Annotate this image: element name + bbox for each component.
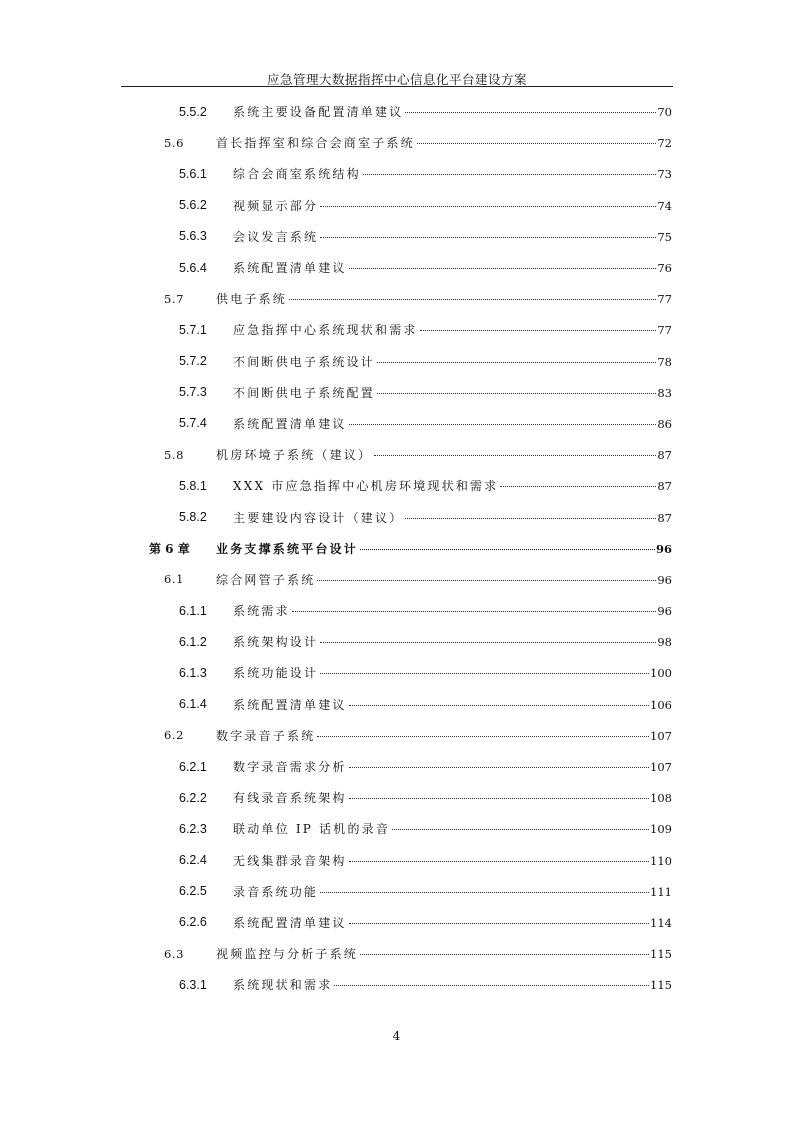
toc-entry-title: 系统配置清单建议 bbox=[233, 416, 347, 431]
toc-entry-number: 6.1 bbox=[164, 572, 185, 587]
toc-entry[interactable] bbox=[0, 221, 793, 252]
dot-leader bbox=[292, 611, 657, 612]
dot-leader bbox=[320, 206, 656, 207]
toc-entry-number: 6.3.1 bbox=[179, 977, 207, 992]
dot-leader bbox=[349, 767, 649, 768]
toc-entry-title: 业务支撑系统平台设计 bbox=[216, 541, 359, 556]
toc-entry-line bbox=[233, 883, 672, 900]
toc-entry-line bbox=[233, 602, 672, 619]
toc-entry[interactable] bbox=[0, 439, 793, 470]
toc-entry-page: 96 bbox=[657, 604, 672, 619]
toc-entry-page: 77 bbox=[657, 323, 672, 338]
toc-entry-title: 主要建设内容设计（建议） bbox=[233, 510, 404, 525]
toc-entry[interactable] bbox=[0, 782, 793, 813]
toc-entry-number: 6.2.2 bbox=[179, 790, 207, 805]
toc-entry-title: 无线集群录音架构 bbox=[233, 853, 347, 868]
toc-entry-line bbox=[216, 446, 672, 463]
toc-entry-number: 5.7.3 bbox=[179, 385, 207, 400]
toc-entry-title: 会议发言系统 bbox=[233, 229, 319, 244]
toc-entry[interactable] bbox=[0, 969, 793, 1000]
dot-leader bbox=[349, 705, 649, 706]
dot-leader bbox=[349, 861, 649, 862]
toc-entry-page: 108 bbox=[650, 791, 672, 806]
toc-entry-title: 数字录音子系统 bbox=[216, 728, 316, 743]
toc-entry-title: 系统主要设备配置清单建议 bbox=[233, 105, 404, 120]
toc-entry-number: 5.7.4 bbox=[179, 416, 207, 431]
dot-leader bbox=[360, 549, 655, 550]
toc-entry-line bbox=[216, 134, 672, 151]
toc-entry[interactable] bbox=[0, 252, 793, 283]
toc-entry-title: XXX 市应急指挥中心机房环境现状和需求 bbox=[233, 479, 499, 494]
toc-entry-page: 87 bbox=[657, 479, 672, 494]
toc-entry-title: 综合网管子系统 bbox=[216, 572, 316, 587]
toc-entry-number: 5.7.1 bbox=[179, 322, 207, 337]
toc-entry-number: 5.6 bbox=[164, 135, 185, 150]
toc-entry[interactable] bbox=[0, 346, 793, 377]
dot-leader bbox=[320, 892, 649, 893]
toc-entry-number: 5.8.1 bbox=[179, 478, 207, 493]
toc-entry[interactable] bbox=[0, 626, 793, 657]
toc-entry-line bbox=[233, 353, 672, 370]
toc-entry-number: 5.8 bbox=[164, 447, 185, 462]
toc-entry[interactable] bbox=[0, 689, 793, 720]
toc-entry-number: 5.6.3 bbox=[179, 229, 207, 244]
toc-entry[interactable] bbox=[0, 314, 793, 345]
toc-entry-page: 114 bbox=[650, 915, 672, 930]
dot-leader bbox=[374, 455, 656, 456]
toc-entry-line bbox=[233, 852, 672, 869]
dot-leader bbox=[420, 330, 657, 331]
dot-leader bbox=[349, 268, 657, 269]
toc-entry-line bbox=[233, 820, 672, 837]
toc-entry[interactable] bbox=[0, 595, 793, 626]
dot-leader bbox=[405, 518, 656, 519]
toc-entry-number: 6.1.1 bbox=[179, 603, 207, 618]
toc-entry-title: 系统配置清单建议 bbox=[233, 261, 347, 276]
dot-leader bbox=[377, 393, 656, 394]
toc-entry-page: 107 bbox=[650, 728, 672, 743]
dot-leader bbox=[334, 985, 649, 986]
dot-leader bbox=[289, 299, 656, 300]
toc-entry-line bbox=[233, 509, 672, 526]
toc-entry-title: 机房环境子系统（建议） bbox=[216, 448, 373, 463]
toc-entry-title: 系统配置清单建议 bbox=[233, 915, 347, 930]
toc-entry-line bbox=[216, 540, 672, 557]
toc-entry-title: 系统现状和需求 bbox=[233, 978, 333, 993]
toc-entry-number: 6.1.3 bbox=[179, 665, 207, 680]
toc-entry-title: 有线录音系统架构 bbox=[233, 791, 347, 806]
toc-entry-line bbox=[233, 758, 672, 775]
toc-entry-page: 110 bbox=[650, 853, 672, 868]
dot-leader bbox=[405, 112, 656, 113]
dot-leader bbox=[320, 237, 656, 238]
toc-entry-line bbox=[233, 415, 672, 432]
toc-entry[interactable] bbox=[0, 158, 793, 189]
toc-entry-page: 87 bbox=[657, 510, 672, 525]
toc-entry-line bbox=[233, 259, 672, 276]
toc-entry[interactable] bbox=[0, 751, 793, 782]
toc-entry-page: 70 bbox=[657, 105, 672, 120]
toc-entry-page: 96 bbox=[655, 541, 672, 556]
dot-leader bbox=[320, 642, 656, 643]
toc-entry-number: 5.7.2 bbox=[179, 354, 207, 369]
dot-leader bbox=[360, 954, 649, 955]
toc-entry-line bbox=[233, 384, 672, 401]
toc-entry-page: 78 bbox=[657, 354, 672, 369]
toc-entry-title: 视频显示部分 bbox=[233, 198, 319, 213]
toc-entry[interactable] bbox=[0, 190, 793, 221]
toc-entry-number: 6.2.1 bbox=[179, 759, 207, 774]
toc-entry[interactable] bbox=[0, 876, 793, 907]
toc-entry[interactable] bbox=[0, 408, 793, 439]
toc-entry-title: 视频监控与分析子系统 bbox=[216, 947, 359, 962]
toc-entry-line bbox=[233, 228, 672, 245]
toc-entry-title: 系统架构设计 bbox=[233, 635, 319, 650]
dot-leader bbox=[317, 580, 656, 581]
toc-entry-page: 96 bbox=[657, 572, 672, 587]
toc-entry-page: 75 bbox=[657, 229, 672, 244]
toc-entry-page: 77 bbox=[657, 292, 672, 307]
toc-entry-title: 系统功能设计 bbox=[233, 666, 319, 681]
page-number: 4 bbox=[392, 1029, 401, 1043]
toc-entry-page: 73 bbox=[657, 167, 672, 182]
toc-entry[interactable] bbox=[0, 845, 793, 876]
toc-entry-line bbox=[233, 197, 672, 214]
toc-entry-number: 5.6.2 bbox=[179, 198, 207, 213]
toc-entry-line bbox=[233, 477, 672, 494]
dot-leader bbox=[392, 829, 649, 830]
toc-entry[interactable] bbox=[0, 564, 793, 595]
toc-entry-title: 首长指挥室和综合会商室子系统 bbox=[216, 136, 415, 151]
toc-entry-title: 不间断供电子系统设计 bbox=[233, 354, 376, 369]
toc-entry-page: 83 bbox=[657, 385, 672, 400]
toc-entry-number: 6.2.4 bbox=[179, 853, 207, 868]
toc-entry-title: 联动单位 IP 话机的录音 bbox=[233, 822, 391, 837]
toc-entry-title: 不间断供电子系统配置 bbox=[233, 385, 376, 400]
toc-entry-number: 6.2.6 bbox=[179, 915, 207, 930]
toc-entry-line bbox=[216, 571, 672, 588]
toc-entry[interactable] bbox=[0, 907, 793, 938]
header-divider bbox=[121, 86, 673, 87]
toc-entry[interactable] bbox=[0, 283, 793, 314]
toc-entry-title: 录音系统功能 bbox=[233, 884, 319, 899]
toc-entry-page: 98 bbox=[657, 635, 672, 650]
dot-leader bbox=[363, 174, 657, 175]
toc-entry-line bbox=[233, 165, 672, 182]
toc-entry[interactable] bbox=[0, 470, 793, 501]
toc-entry[interactable] bbox=[0, 501, 793, 532]
toc-entry-page: 111 bbox=[650, 884, 672, 899]
toc-entry-line bbox=[233, 321, 672, 338]
toc-entry-line bbox=[216, 727, 672, 744]
toc-entry-line bbox=[233, 633, 672, 650]
toc-entry-title: 系统配置清单建议 bbox=[233, 697, 347, 712]
toc-entry-number: 第 6 章 bbox=[149, 541, 190, 556]
toc-entry-page: 72 bbox=[657, 136, 672, 151]
toc-entry-number: 6.1.2 bbox=[179, 634, 207, 649]
toc-entry-number: 5.6.1 bbox=[179, 166, 207, 181]
toc-entry-title: 应急指挥中心系统现状和需求 bbox=[233, 323, 418, 338]
dot-leader bbox=[320, 673, 649, 674]
toc-entry-number: 5.6.4 bbox=[179, 260, 207, 275]
toc-entry-number: 6.2 bbox=[164, 728, 185, 743]
toc-entry-number: 5.7 bbox=[164, 291, 185, 306]
toc-entry-line bbox=[233, 696, 672, 713]
table-of-contents bbox=[0, 96, 793, 1000]
dot-leader bbox=[500, 486, 656, 487]
toc-entry-page: 115 bbox=[650, 978, 672, 993]
toc-entry[interactable] bbox=[0, 938, 793, 969]
dot-leader bbox=[349, 424, 657, 425]
toc-entry-line bbox=[216, 945, 672, 962]
toc-entry-line bbox=[233, 976, 672, 993]
page-header-title: 应急管理大数据指挥中心信息化平台建设方案 bbox=[266, 72, 527, 87]
toc-entry-line bbox=[233, 914, 672, 931]
toc-entry-line bbox=[233, 789, 672, 806]
toc-entry[interactable] bbox=[0, 533, 793, 564]
toc-entry-number: 6.3 bbox=[164, 946, 185, 961]
toc-entry-page: 109 bbox=[650, 822, 672, 837]
toc-entry-page: 87 bbox=[657, 448, 672, 463]
toc-entry-line bbox=[216, 290, 672, 307]
toc-entry-number: 5.8.2 bbox=[179, 510, 207, 525]
toc-entry-number: 6.2.3 bbox=[179, 821, 207, 836]
toc-entry-page: 115 bbox=[650, 947, 672, 962]
toc-entry-title: 供电子系统 bbox=[216, 292, 288, 307]
toc-entry-page: 86 bbox=[657, 416, 672, 431]
toc-entry-line bbox=[233, 103, 672, 120]
toc-entry-page: 107 bbox=[650, 760, 672, 775]
toc-entry-number: 5.5.2 bbox=[179, 104, 207, 119]
toc-entry-line bbox=[233, 664, 672, 681]
toc-entry-number: 6.2.5 bbox=[179, 884, 207, 899]
toc-entry-page: 106 bbox=[650, 697, 672, 712]
dot-leader bbox=[349, 798, 649, 799]
toc-entry-page: 74 bbox=[657, 198, 672, 213]
toc-entry[interactable] bbox=[0, 127, 793, 158]
toc-entry-title: 数字录音需求分析 bbox=[233, 760, 347, 775]
toc-entry[interactable] bbox=[0, 720, 793, 751]
toc-entry[interactable] bbox=[0, 657, 793, 688]
dot-leader bbox=[317, 736, 649, 737]
toc-entry[interactable] bbox=[0, 377, 793, 408]
toc-entry-title: 综合会商室系统结构 bbox=[233, 167, 361, 182]
dot-leader bbox=[417, 143, 657, 144]
toc-entry-title: 系统需求 bbox=[233, 604, 290, 619]
dot-leader bbox=[377, 362, 656, 363]
toc-entry-number: 6.1.4 bbox=[179, 697, 207, 712]
toc-entry[interactable] bbox=[0, 96, 793, 127]
dot-leader bbox=[349, 923, 649, 924]
toc-entry-page: 76 bbox=[657, 261, 672, 276]
toc-entry-page: 100 bbox=[650, 666, 672, 681]
toc-entry[interactable] bbox=[0, 813, 793, 844]
